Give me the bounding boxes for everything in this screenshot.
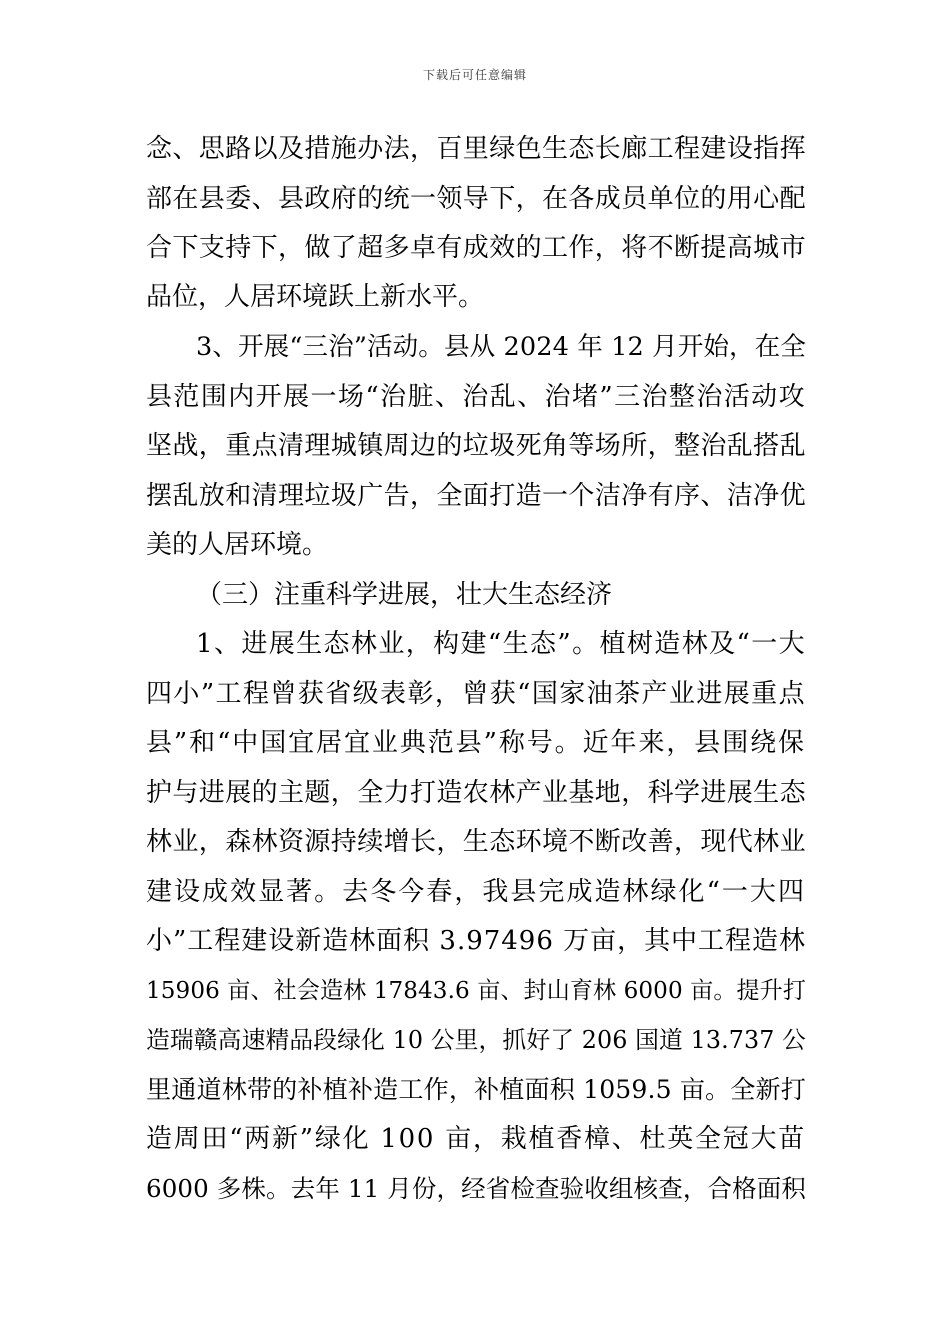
text-line: [146, 377, 806, 417]
line-text: 部在县委、县政府的统一领导下，在各成员单位的用心配: [146, 184, 806, 214]
line-text: 合下支持下，做了超多卓有成效的工作，将不断提高城市: [146, 233, 806, 263]
text-line: [146, 1169, 806, 1209]
section-heading: [196, 575, 806, 615]
text-line: [146, 674, 806, 714]
line-text: 造周田“两新”绿化 100 亩，栽植香樟、杜英全冠大苗: [146, 1124, 806, 1154]
text-line: [146, 773, 806, 813]
text-line: [146, 426, 806, 466]
page-header: 下载后可任意编辑: [422, 68, 527, 82]
text-line: [146, 228, 806, 268]
text-line: [146, 179, 806, 219]
line-text: 3、开展“三治”活动。县从 2024 年 12 月开始，在全: [196, 332, 806, 362]
line-text: 坚战，重点清理城镇周边的垃圾死角等场所，整治乱搭乱: [146, 431, 806, 461]
line-text: 念、思路以及措施办法，百里绿色生态长廊工程建设指挥: [146, 134, 806, 164]
line-text: 林业，森林资源持续增长，生态环境不断改善，现代林业: [146, 827, 806, 857]
line-text: 护与进展的主题，全力打造农林产业基地，科学进展生态: [146, 778, 806, 808]
text-line: [146, 872, 806, 912]
line-text: （三）注重科学进展，壮大生态经济: [196, 580, 613, 610]
text-line: [146, 277, 806, 317]
text-line: [146, 525, 806, 565]
line-text: 6000 多株。去年 11 月份，经省检查验收组核查，合格面积: [146, 1174, 806, 1203]
text-line: [146, 921, 806, 961]
line-text: 小”工程建设新造林面积 3.97496 万亩，其中工程造林: [146, 926, 806, 956]
text-line: [196, 327, 806, 367]
line-text: 摆乱放和清理垃圾广告，全面打造一个洁净有序、洁净优: [146, 481, 806, 511]
text-line: [146, 476, 806, 516]
text-line: [146, 822, 806, 862]
text-line: [196, 624, 806, 664]
text-line: [146, 1070, 806, 1110]
line-text: 1、进展生态林业，构建“生态”。植树造林及“一大: [196, 629, 806, 659]
line-text: 造瑞赣高速精品段绿化 10 公里，抓好了 206 国道 13.737 公: [146, 1026, 806, 1054]
text-line: [146, 129, 806, 169]
text-line: [146, 723, 806, 763]
line-text: 四小”工程曾获省级表彰，曾获“国家油茶产业进展重点: [146, 679, 806, 709]
line-text: 品位，人居环境跃上新水平。: [146, 282, 485, 312]
line-text: 县范围内开展一场“治脏、治乱、治堵”三治整治活动攻: [146, 382, 806, 412]
text-line: [146, 971, 806, 1011]
line-text: 美的人居环境。: [146, 530, 329, 560]
text-line: [146, 1020, 806, 1060]
line-text: 15906 亩、社会造林 17843.6 亩、封山育林 6000 亩。提升打: [146, 978, 806, 1004]
line-text: 里通道林带的补植补造工作，补植面积 1059.5 亩。全新打: [146, 1075, 806, 1104]
line-text: 县”和“中国宜居宜业典范县”称号。近年来，县围绕保: [146, 728, 806, 758]
line-text: 建设成效显著。去冬今春，我县完成造林绿化“一大四: [146, 877, 806, 907]
text-line: [146, 1119, 806, 1159]
